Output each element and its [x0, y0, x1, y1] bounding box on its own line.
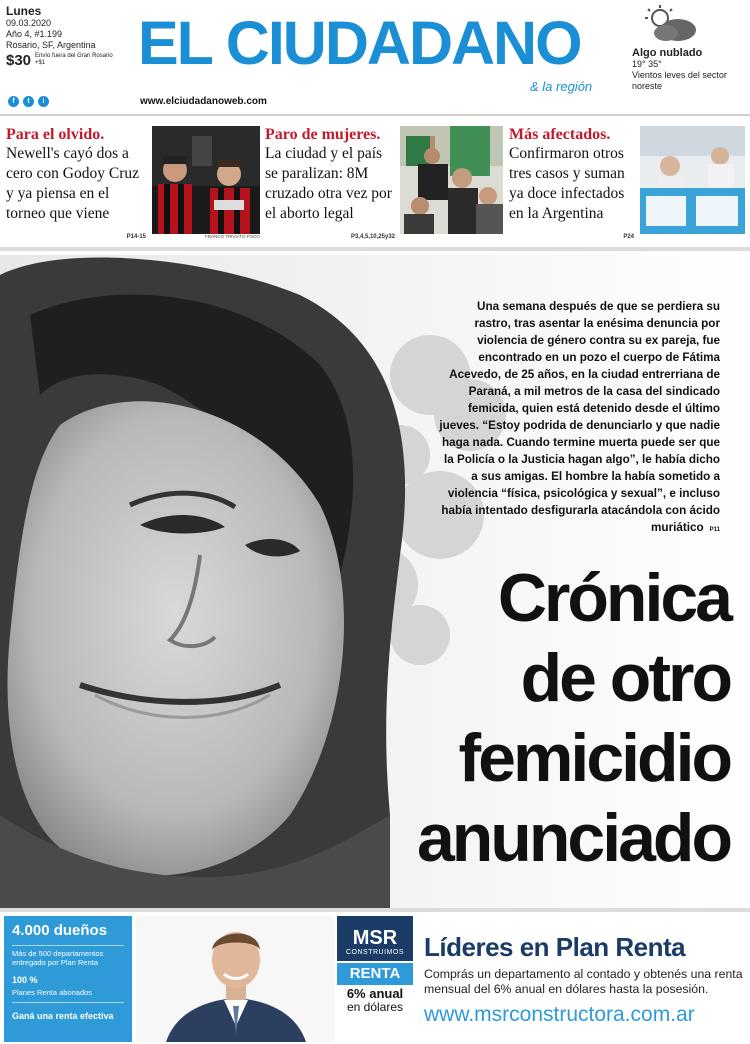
lead-page: P11 — [709, 527, 720, 533]
shipping-note: Envío fuera del Gran Rosario +$1 — [35, 53, 113, 66]
issue-meta — [6, 4, 116, 67]
weather-wind: Vientos leves del sector noreste — [632, 70, 727, 91]
weather-temps: 19° 35° — [632, 59, 662, 69]
price: $30 — [6, 51, 32, 69]
teaser-kicker: Para el olvido. — [6, 126, 105, 143]
facebook-icon[interactable]: f — [8, 96, 19, 107]
teaser-page: P24 — [623, 234, 634, 240]
msr-advertisement[interactable] — [0, 912, 750, 1044]
photo-credit: FRANCO TRIVIATO FOCO — [205, 234, 260, 239]
divider — [0, 114, 750, 116]
headline-line: femicidio — [458, 720, 730, 796]
social-links — [8, 96, 49, 107]
rate-sub: en dólares — [346, 1000, 404, 1014]
rate: 6% anual — [346, 986, 404, 1001]
weather-box — [632, 4, 742, 92]
ad-model-photo — [136, 916, 334, 1042]
msr-logo: MSR — [352, 927, 398, 949]
health-photo — [640, 126, 745, 234]
teaser-page: P3,4,5,10,25y32 — [350, 234, 395, 240]
ad-owners-sub: Más de 500 departamentos entregado por Plan Renta — [12, 949, 104, 967]
ad-owners: 4.000 dueños — [12, 922, 108, 939]
date: 09.03.2020 — [6, 18, 52, 28]
website-link[interactable]: www.elciudadanoweb.com — [140, 96, 267, 107]
teaser-kicker: Paro de mujeres. — [265, 126, 381, 143]
weather-condition: Algo nublado — [632, 47, 703, 59]
divider — [0, 247, 750, 251]
ad-body: Comprás un departamento al contado y obtenés una renta mensual del 6% anual en dólares hasta la posesión. — [424, 967, 743, 996]
ad-website-link[interactable]: www.msrconstructora.com.ar — [424, 1003, 695, 1026]
teaser-page: P14-15 — [126, 234, 146, 240]
ad-stats-panel — [4, 916, 132, 1042]
masthead — [0, 0, 750, 118]
issue-number: Año 4, #1.199 — [6, 29, 63, 39]
headline-line: de otro — [520, 640, 730, 716]
teaser-headline: Newell's cayó dos a cero con Godoy Cruz y ya piensa en el torneo que viene — [6, 145, 139, 222]
teaser-women-strike[interactable] — [265, 126, 395, 238]
ad-percent-sub: Planes Renta abonados — [12, 988, 93, 997]
lead-text: Una semana después de que se perdiera su rastro, tras asentar la enésima denuncia por violencia de género contra su ex pareja, fue encontrado en un pozo el cuerpo de Fátima Acevedo, de 25 años, en la ciudad entrerriana de Paraná, a mil metros de la casa del sindicado femicida, quien está detenido desde el último jueves. “Estoy podrida de denunciarlo y que nadie haga nada. Cuando termine muerta puede ser que la Policía o la Justicia hagan algo”, le había dicho a sus amigas. El hombre la había sometido a violencia “física, psicológica y sexual”, e incluso había intentado desfigurarla atacándola con ácido muriático — [439, 300, 720, 534]
msr-brand-block — [337, 916, 413, 1042]
msr-tagline: CONSTRUIMOS — [346, 949, 404, 956]
teaser-headline: Confirmaron otros tres casos y suman ya doce infectados en la Argentina — [509, 145, 625, 222]
teaser-coronavirus[interactable] — [509, 126, 634, 238]
protest-photo — [400, 126, 503, 234]
partly-cloudy-icon — [640, 4, 700, 46]
headline-line: Crónica — [497, 560, 730, 636]
logo[interactable]: EL CIUDADANO — [138, 9, 581, 77]
logo-subtitle: & la región — [530, 79, 593, 94]
teaser-headline: La ciudad y el país se paralizan: 8M cruzado otra vez por el aborto legal — [265, 145, 392, 222]
main-lead-paragraph — [438, 298, 720, 539]
main-headline[interactable] — [370, 558, 730, 878]
ad-percent: 100 % — [12, 975, 38, 985]
ad-title: Líderes en Plan Renta — [424, 932, 686, 962]
football-photo — [152, 126, 260, 234]
teaser-kicker: Más afectados. — [509, 126, 611, 143]
day: Lunes — [6, 4, 42, 18]
renta-label: RENTA — [337, 963, 413, 985]
instagram-icon[interactable]: i — [38, 96, 49, 107]
location: Rosario, SF, Argentina — [6, 40, 96, 50]
ad-cta: Ganá una renta efectiva — [12, 1011, 114, 1021]
teaser-sports[interactable] — [6, 126, 146, 238]
ad-copy — [424, 932, 744, 1027]
twitter-icon[interactable]: t — [23, 96, 34, 107]
headline-line: anunciado — [416, 800, 730, 876]
